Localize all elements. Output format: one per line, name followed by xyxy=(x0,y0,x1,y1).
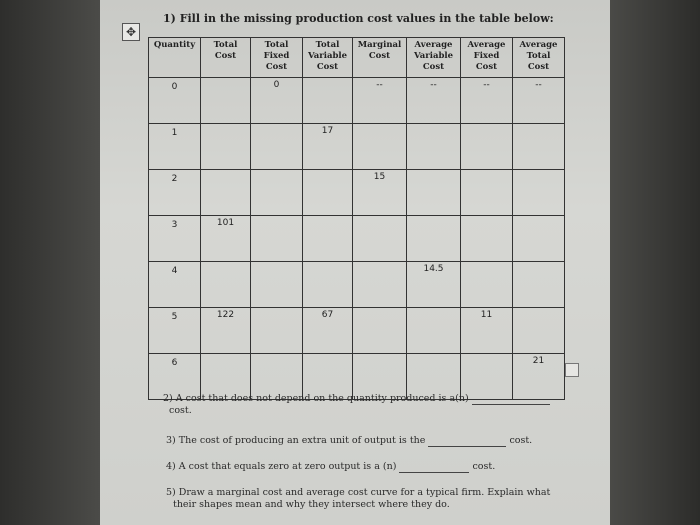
column-header: Total Cost xyxy=(201,38,251,78)
cost-cell[interactable] xyxy=(513,308,565,354)
table-resize-handle[interactable] xyxy=(565,363,579,377)
table-row xyxy=(149,170,565,216)
cost-cell[interactable]: 15 xyxy=(353,170,407,216)
cost-cell[interactable]: 17 xyxy=(303,124,353,170)
table-body xyxy=(149,78,565,400)
cost-cell[interactable] xyxy=(513,262,565,308)
column-header: Average Fixed Cost xyxy=(461,38,513,78)
cost-cell[interactable] xyxy=(461,262,513,308)
cost-cell[interactable] xyxy=(201,262,251,308)
cost-cell[interactable] xyxy=(251,308,303,354)
cost-cell[interactable]: 21 xyxy=(513,354,565,400)
cost-cell[interactable]: 67 xyxy=(303,308,353,354)
question-2-blank[interactable] xyxy=(472,404,550,405)
cost-cell[interactable] xyxy=(407,216,461,262)
cost-cell[interactable] xyxy=(303,262,353,308)
cost-cell[interactable] xyxy=(201,78,251,124)
question-4-text: 4) A cost that equals zero at zero output is a (n) xyxy=(166,461,397,472)
background-right xyxy=(610,0,700,525)
quantity-cell: 5 xyxy=(149,308,201,354)
cost-cell[interactable] xyxy=(461,170,513,216)
cost-cell[interactable] xyxy=(353,216,407,262)
question-4 xyxy=(166,461,495,473)
cost-cell[interactable] xyxy=(353,308,407,354)
production-cost-table xyxy=(148,37,565,400)
cost-cell[interactable] xyxy=(251,124,303,170)
table-row xyxy=(149,78,565,124)
question-2-continuation: cost. xyxy=(169,405,192,416)
cost-cell[interactable]: 0 xyxy=(251,78,303,124)
cost-cell[interactable] xyxy=(353,262,407,308)
quantity-cell: 1 xyxy=(149,124,201,170)
cost-cell[interactable] xyxy=(303,78,353,124)
table-row xyxy=(149,216,565,262)
cost-cell[interactable]: 101 xyxy=(201,216,251,262)
question-4-blank[interactable] xyxy=(399,472,469,473)
table-move-handle-icon[interactable]: ✥ xyxy=(122,23,140,41)
quantity-cell: 6 xyxy=(149,354,201,400)
background-left xyxy=(0,0,100,525)
quantity-cell: 4 xyxy=(149,262,201,308)
column-header: Total Fixed Cost xyxy=(251,38,303,78)
question-1-title: 1) Fill in the missing production cost values in the table below: xyxy=(163,12,554,25)
column-header: Average Variable Cost xyxy=(407,38,461,78)
cost-cell[interactable] xyxy=(513,170,565,216)
cost-cell[interactable] xyxy=(407,124,461,170)
question-4-suffix: cost. xyxy=(472,461,496,472)
question-5 xyxy=(166,487,550,511)
cost-cell[interactable] xyxy=(513,124,565,170)
question-2 xyxy=(163,393,550,417)
question-3-text: 3) The cost of producing an extra unit of output is the xyxy=(166,435,426,446)
cost-cell[interactable]: 14.5 xyxy=(407,262,461,308)
cost-cell[interactable] xyxy=(303,216,353,262)
quantity-cell: 2 xyxy=(149,170,201,216)
table-row xyxy=(149,262,565,308)
table-row xyxy=(149,308,565,354)
cost-cell[interactable]: -- xyxy=(461,78,513,124)
question-2-text: 2) A cost that does not depend on the quantity produced is a(n) xyxy=(163,393,469,404)
table-header-row xyxy=(149,38,565,78)
quantity-cell: 3 xyxy=(149,216,201,262)
quantity-cell: 0 xyxy=(149,78,201,124)
cost-cell[interactable] xyxy=(251,262,303,308)
column-header: Marginal Cost xyxy=(353,38,407,78)
cost-cell[interactable] xyxy=(201,170,251,216)
cost-cell[interactable] xyxy=(251,216,303,262)
cost-cell[interactable] xyxy=(201,124,251,170)
table-row xyxy=(149,124,565,170)
question-5-line-1: 5) Draw a marginal cost and average cost curve for a typical firm. Explain what xyxy=(166,487,551,498)
column-header: Total Variable Cost xyxy=(303,38,353,78)
question-3 xyxy=(166,435,532,447)
cost-cell[interactable] xyxy=(251,170,303,216)
cost-cell[interactable] xyxy=(303,170,353,216)
cost-cell[interactable] xyxy=(461,124,513,170)
cost-cell[interactable]: -- xyxy=(407,78,461,124)
cost-cell[interactable] xyxy=(461,216,513,262)
column-header: Average Total Cost xyxy=(513,38,565,78)
cost-cell[interactable] xyxy=(407,170,461,216)
cost-cell[interactable]: -- xyxy=(353,78,407,124)
question-3-suffix: cost. xyxy=(509,435,533,446)
column-header: Quantity xyxy=(149,38,201,78)
question-3-blank[interactable] xyxy=(428,446,506,447)
cost-cell[interactable]: 122 xyxy=(201,308,251,354)
question-5-line-2: their shapes mean and why they intersect where they do. xyxy=(173,499,450,510)
cost-cell[interactable]: 11 xyxy=(461,308,513,354)
cost-cell[interactable] xyxy=(353,124,407,170)
cost-cell[interactable]: -- xyxy=(513,78,565,124)
cost-cell[interactable] xyxy=(513,216,565,262)
cost-cell[interactable] xyxy=(407,308,461,354)
